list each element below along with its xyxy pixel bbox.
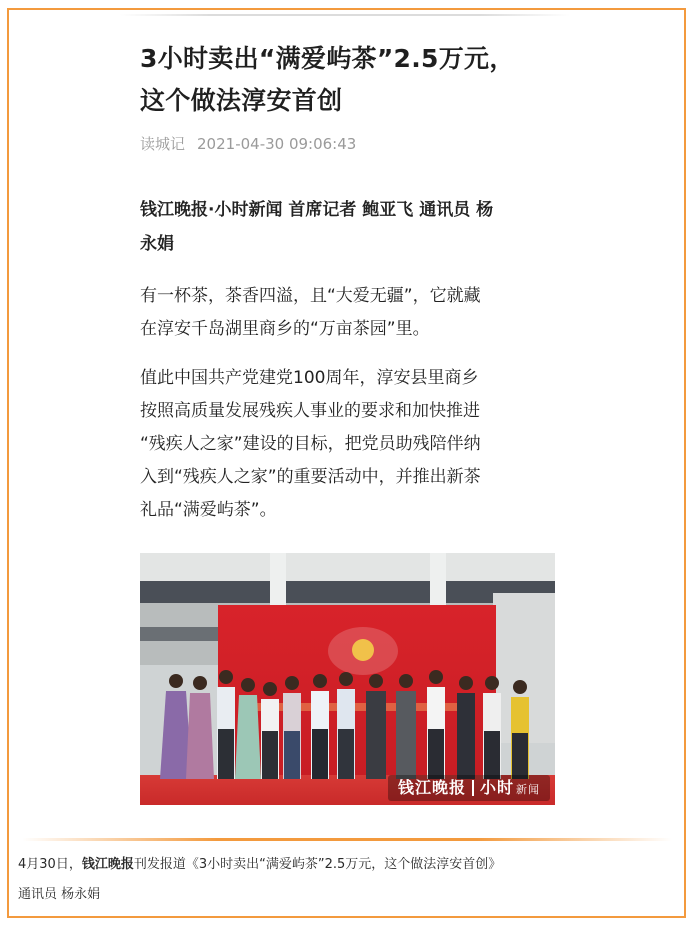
p1-line-1: 有一杯茶，茶香四溢，且“大爱无疆”，它就藏 xyxy=(140,286,481,306)
article-headline xyxy=(140,38,560,122)
photo-group-of-people xyxy=(140,553,555,805)
person-figure xyxy=(396,674,416,779)
watermark-news: 新闻 xyxy=(516,783,541,796)
byline-line-2: 永娟 xyxy=(140,234,174,254)
person-figure xyxy=(261,682,279,779)
article-byline xyxy=(140,193,560,261)
person-figure xyxy=(217,670,235,779)
caption-line-1 xyxy=(18,856,501,874)
person-figure xyxy=(427,670,445,779)
person-figure xyxy=(511,680,529,779)
person-figure xyxy=(483,676,501,779)
headline-line-2: 这个做法淳安首创 xyxy=(140,86,343,115)
person-figure xyxy=(186,676,214,779)
headline-line-1: 3小时卖出“满爱屿茶”2.5万元， xyxy=(140,44,515,73)
article-source: 读城记 xyxy=(140,135,186,153)
article-meta xyxy=(140,134,560,154)
article-datetime: 2021-04-30 09:06:43 xyxy=(197,135,357,153)
paragraph-2 xyxy=(140,362,560,527)
bottom-divider xyxy=(22,838,672,841)
p2-line-5: 礼品“满爱屿茶”。 xyxy=(140,500,277,520)
byline-line-1: 钱江晚报·小时新闻 首席记者 鲍亚飞 通讯员 杨 xyxy=(140,200,494,220)
p1-line-2: 在淳安千岛湖里商乡的“万亩茶园”里。 xyxy=(140,319,430,339)
p2-line-3: “残疾人之家”建设的目标，把党员助残陪伴纳 xyxy=(140,434,481,454)
person-figure xyxy=(366,674,386,779)
p2-line-4: 入到“残疾人之家”的重要活动中，并推出新茶 xyxy=(140,467,481,487)
p2-line-2: 按照高质量发展残疾人事业的要求和加快推进 xyxy=(140,401,480,421)
top-divider xyxy=(120,14,570,16)
watermark-paper-name: 钱江晚报 xyxy=(397,778,466,797)
paragraph-1 xyxy=(140,280,560,346)
p2-line-1: 值此中国共产党建党100周年，淳安县里商乡 xyxy=(140,368,479,388)
photo-watermark-logo xyxy=(388,775,550,801)
watermark-hour: 小时 xyxy=(480,778,515,797)
person-figure xyxy=(283,676,301,779)
person-figure xyxy=(235,678,261,779)
caption-date: 4月30日， xyxy=(18,857,82,872)
watermark-separator xyxy=(472,780,474,796)
caption-line-2: 通讯员 杨永娟 xyxy=(18,887,101,902)
person-figure xyxy=(457,676,475,779)
event-photo xyxy=(140,553,555,805)
caption-report-title: 刊发报道《3小时卖出“满爱屿茶”2.5万元，这个做法淳安首创》 xyxy=(133,857,502,872)
caption-paper-name: 钱江晚报 xyxy=(81,857,134,872)
person-figure xyxy=(311,674,329,779)
person-figure xyxy=(337,672,355,779)
